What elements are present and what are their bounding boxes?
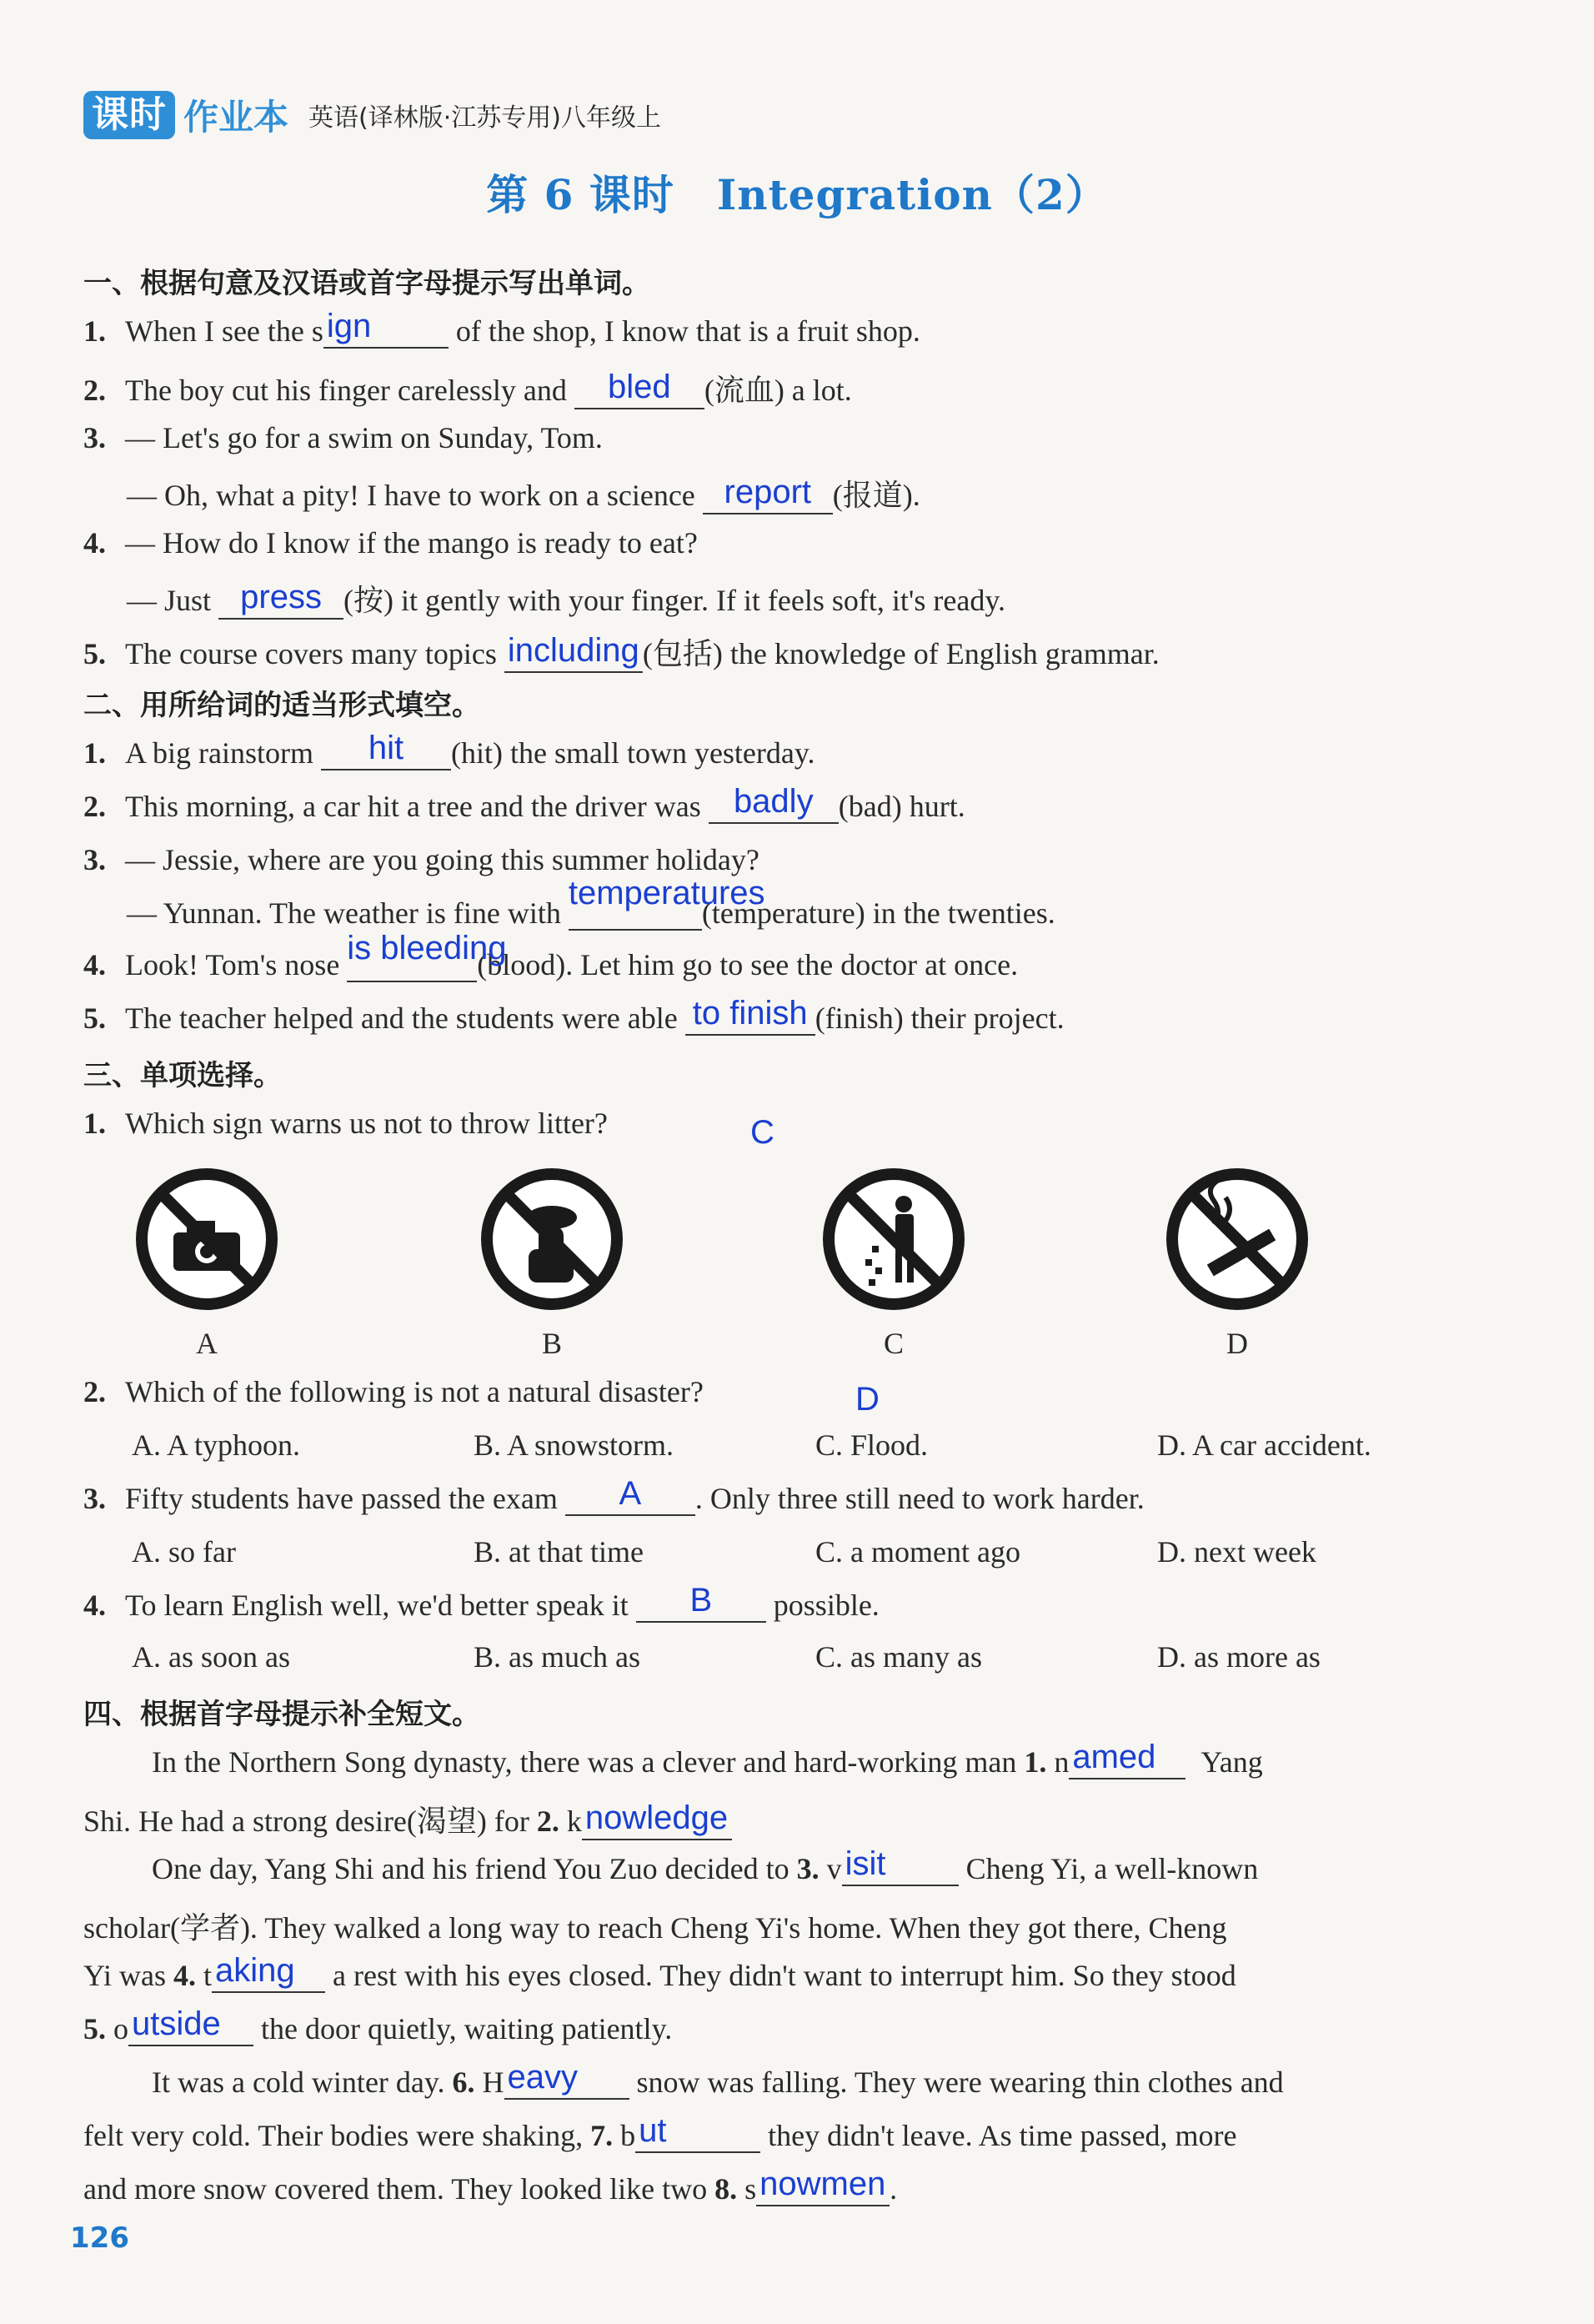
question-number: 2. — [83, 790, 106, 823]
passage-line — [83, 1952, 1511, 1993]
initial-letter: H — [482, 2065, 504, 2099]
answer-blank[interactable] — [1069, 1739, 1185, 1779]
s2-q5 — [83, 995, 1065, 1036]
question-text: (报道). — [832, 479, 920, 512]
no-littering-icon[interactable] — [820, 1166, 967, 1313]
question-number: 3. — [83, 421, 106, 454]
option-d[interactable]: D. next week — [1157, 1535, 1316, 1569]
answer-blank[interactable] — [504, 2059, 629, 2100]
question-text: The teacher helped and the students were able — [125, 1001, 685, 1035]
option-label: D — [1226, 1327, 1248, 1360]
s3-q3 — [83, 1475, 1145, 1516]
passage-line — [83, 2166, 1511, 2206]
question-text: (blood). Let him go to see the doctor at once. — [477, 948, 1019, 981]
question-text: Which sign warns us not to throw litter? — [125, 1107, 608, 1140]
section2-title: 二、用所给词的适当形式填空。 — [83, 689, 480, 722]
question-text: (temperature) in the twenties. — [701, 896, 1055, 930]
passage-text: Cheng Yi, a well-known — [958, 1852, 1259, 1885]
handwritten-answer: A — [619, 1475, 642, 1512]
option-b[interactable]: B. A snowstorm. — [474, 1428, 674, 1462]
s1-q1 — [83, 308, 920, 349]
question-number: 1. — [83, 314, 106, 348]
blank-number: 7. — [590, 2119, 614, 2152]
answer-blank[interactable] — [756, 2166, 890, 2206]
question-text: of the shop, I know that is a fruit shop. — [448, 314, 920, 348]
answer-blank[interactable] — [565, 1475, 695, 1516]
s1-q3a — [83, 420, 603, 455]
question-text: (finish) their project. — [815, 1001, 1065, 1035]
question-text: (bad) hurt. — [838, 790, 965, 823]
question-number: 4. — [83, 948, 106, 981]
handwritten-answer: nowmen — [759, 2166, 886, 2202]
handwritten-answer: temperatures — [568, 875, 765, 911]
handwritten-answer: is bleeding — [347, 930, 507, 966]
book-info: 英语(译林版·江苏专用)八年级上 — [308, 103, 661, 133]
option-b[interactable]: B. as much as — [474, 1640, 640, 1674]
passage-text: the door quietly, waiting patiently. — [253, 2012, 673, 2045]
answer-blank[interactable] — [321, 730, 451, 770]
blank-number: 8. — [714, 2172, 738, 2206]
handwritten-answer: eavy — [507, 2059, 579, 2096]
header — [83, 90, 661, 140]
passage-text: scholar(学者). They walked a long way to reach Cheng Yi's home. When they got there, Cheng — [83, 1911, 1227, 1945]
no-photography-icon[interactable] — [133, 1166, 280, 1313]
s3-q2 — [83, 1374, 704, 1409]
question-text: This morning, a car hit a tree and the driver was — [125, 790, 709, 823]
answer-blank[interactable] — [568, 875, 765, 931]
option-b[interactable]: B. at that time — [474, 1535, 644, 1569]
answer-blank[interactable] — [709, 783, 839, 824]
passage-line — [83, 1905, 1511, 1947]
option-label: A — [196, 1327, 218, 1360]
passage-text: . — [890, 2172, 898, 2206]
passage-text: a rest with his eyes closed. They didn't want to interrupt him. So they stood — [325, 1959, 1236, 1992]
question-text: When I see the s — [125, 314, 323, 348]
answer-blank[interactable] — [703, 474, 833, 514]
passage-text: and more snow covered them. They looked like two — [83, 2172, 715, 2206]
no-eating-icon[interactable] — [479, 1166, 625, 1313]
question-text: — Yunnan. The weather is fine with — [127, 896, 569, 930]
initial-letter: v — [826, 1852, 842, 1885]
handwritten-answer: nowledge — [584, 1799, 729, 1836]
answer-blank[interactable] — [347, 930, 507, 982]
blank-number: 5. — [83, 2012, 106, 2045]
question-text: To learn English well, we'd better speak it — [125, 1589, 636, 1622]
question-text: (流血) a lot. — [704, 374, 852, 407]
option-a[interactable]: A. so far — [132, 1535, 236, 1569]
question-text: Fifty students have passed the exam — [125, 1482, 565, 1515]
no-smoking-icon[interactable] — [1164, 1166, 1311, 1313]
blank-number: 6. — [452, 2065, 475, 2099]
answer-blank[interactable] — [218, 579, 343, 620]
passage-line — [83, 1798, 1511, 1840]
passage-text: Yi was — [83, 1959, 173, 1992]
handwritten-answer: ign — [326, 308, 372, 344]
question-text: The course covers many topics — [125, 637, 504, 670]
passage-text: It was a cold winter day. — [152, 2065, 453, 2099]
passage-text: One day, Yang Shi and his friend You Zuo decided to — [152, 1852, 797, 1885]
question-number: 1. — [83, 736, 106, 770]
question-number: 2. — [83, 1375, 106, 1408]
question-text: — Just — [127, 584, 219, 617]
passage-text: snow was falling. They were wearing thin clothes and — [629, 2065, 1284, 2099]
blank-number: 3. — [796, 1852, 820, 1885]
handwritten-answer: D — [855, 1381, 880, 1418]
section1-title: 一、根据句意及汉语或首字母提示写出单词。 — [83, 267, 650, 300]
passage-line — [152, 1845, 1579, 1886]
passage-line — [152, 1739, 1579, 1779]
question-text: — Jessie, where are you going this summer holiday? — [125, 843, 759, 876]
handwritten-answer: bled — [608, 369, 671, 405]
handwritten-answer: aking — [215, 1952, 295, 1989]
handwritten-answer: to finish — [692, 995, 808, 1031]
s1-q5 — [83, 630, 1160, 673]
initial-letter: n — [1054, 1745, 1070, 1779]
option-d[interactable]: D. as more as — [1157, 1640, 1321, 1674]
question-number: 3. — [83, 843, 106, 876]
initial-letter: k — [566, 1804, 582, 1838]
answer-blank[interactable] — [842, 1845, 959, 1886]
handwritten-answer: hit — [368, 730, 404, 766]
s1-q2 — [83, 367, 852, 409]
answer-blank[interactable] — [685, 995, 815, 1036]
answer-blank[interactable] — [212, 1952, 325, 1993]
question-text: possible. — [765, 1589, 880, 1622]
passage-line — [83, 2112, 1511, 2153]
handwritten-answer: isit — [845, 1845, 886, 1882]
handwritten-answer: ut — [639, 2112, 667, 2149]
section4-title: 四、根据首字母提示补全短文。 — [83, 1698, 480, 1731]
question-text: — Let's go for a swim on Sunday, Tom. — [125, 421, 603, 454]
passage-line — [83, 2005, 1511, 2046]
option-d[interactable]: D. A car accident. — [1157, 1428, 1371, 1462]
lesson-title: 第 6 课时 Integration（2） — [486, 170, 1108, 219]
page-number: 126 — [70, 2221, 129, 2255]
logo — [83, 90, 288, 140]
initial-letter: s — [744, 2172, 757, 2206]
handwritten-answer: amed — [1072, 1739, 1156, 1775]
blank-number: 2. — [536, 1804, 559, 1838]
question-number: 4. — [83, 1589, 106, 1622]
answer-blank[interactable] — [504, 632, 643, 673]
passage-text: they didn't leave. As time passed, more — [760, 2119, 1237, 2152]
option-c[interactable]: C. as many as — [815, 1640, 982, 1674]
passage-text: In the Northern Song dynasty, there was a clever and hard-working man — [152, 1745, 1025, 1779]
question-text: (按) it gently with your finger. If it feels soft, it's ready. — [343, 584, 1005, 617]
handwritten-answer: press — [240, 579, 322, 615]
s1-q3b — [127, 472, 920, 514]
question-number: 5. — [83, 1001, 106, 1035]
question-text: . Only three still need to work harder. — [694, 1482, 1145, 1515]
initial-letter: b — [620, 2119, 636, 2152]
option-label: C — [883, 1327, 904, 1360]
question-text: A big rainstorm — [125, 736, 321, 770]
s2-q3b — [127, 875, 1055, 931]
option-c[interactable]: C. Flood. — [815, 1428, 929, 1462]
s1-q4b — [127, 577, 1005, 620]
handwritten-answer: utside — [132, 2005, 221, 2042]
s2-q2 — [83, 783, 965, 824]
option-a[interactable]: A. as soon as — [132, 1640, 290, 1674]
initial-letter: t — [203, 1959, 213, 1992]
answer-blank[interactable] — [128, 2005, 253, 2046]
section3-title: 三、单项选择。 — [83, 1059, 282, 1092]
s3-q4 — [83, 1582, 880, 1623]
passage-line — [152, 2059, 1579, 2100]
option-label: B — [541, 1327, 562, 1360]
option-a[interactable]: A. A typhoon. — [132, 1428, 301, 1462]
logo-sub: 作业本 — [183, 97, 289, 138]
s2-q1 — [83, 730, 815, 770]
answer-blank[interactable] — [574, 369, 704, 409]
s3-q1 — [83, 1106, 608, 1141]
option-c[interactable]: C. a moment ago — [815, 1535, 1020, 1569]
s2-q4 — [83, 930, 1019, 982]
question-text: (hit) the small town yesterday. — [450, 736, 815, 770]
answer-blank[interactable] — [323, 308, 449, 349]
question-number: 5. — [83, 637, 106, 670]
s2-q3a — [83, 842, 759, 877]
question-text: (包括) the knowledge of English grammar. — [642, 637, 1160, 670]
handwritten-answer: C — [750, 1114, 774, 1151]
blank-number: 1. — [1024, 1745, 1047, 1779]
question-text: — How do I know if the mango is ready to eat? — [125, 526, 698, 560]
answer-blank[interactable] — [636, 1582, 766, 1623]
question-text: — Oh, what a pity! I have to work on a science — [127, 479, 703, 512]
blank-number: 4. — [173, 1959, 196, 1992]
handwritten-answer: badly — [733, 783, 814, 820]
question-number: 3. — [83, 1482, 106, 1515]
question-text: Which of the following is not a natural disaster? — [125, 1375, 704, 1408]
s1-q4a — [83, 525, 698, 560]
handwritten-answer: including — [507, 632, 639, 669]
answer-blank[interactable] — [582, 1799, 732, 1840]
question-text: The boy cut his finger carelessly and — [125, 374, 574, 407]
passage-text: Shi. He had a strong desire(渴望) for — [83, 1804, 537, 1838]
handwritten-answer: report — [724, 474, 812, 510]
passage-text: felt very cold. Their bodies were shaking, — [83, 2119, 591, 2152]
answer-blank[interactable] — [635, 2112, 760, 2153]
handwritten-answer: B — [689, 1582, 713, 1619]
question-text: Look! Tom's nose — [125, 948, 348, 981]
logo-main: 课时 — [83, 91, 175, 139]
question-number: 2. — [83, 374, 106, 407]
initial-letter: o — [113, 2012, 128, 2045]
passage-text: Yang — [1201, 1745, 1263, 1779]
question-number: 1. — [83, 1107, 106, 1140]
question-number: 4. — [83, 526, 106, 560]
